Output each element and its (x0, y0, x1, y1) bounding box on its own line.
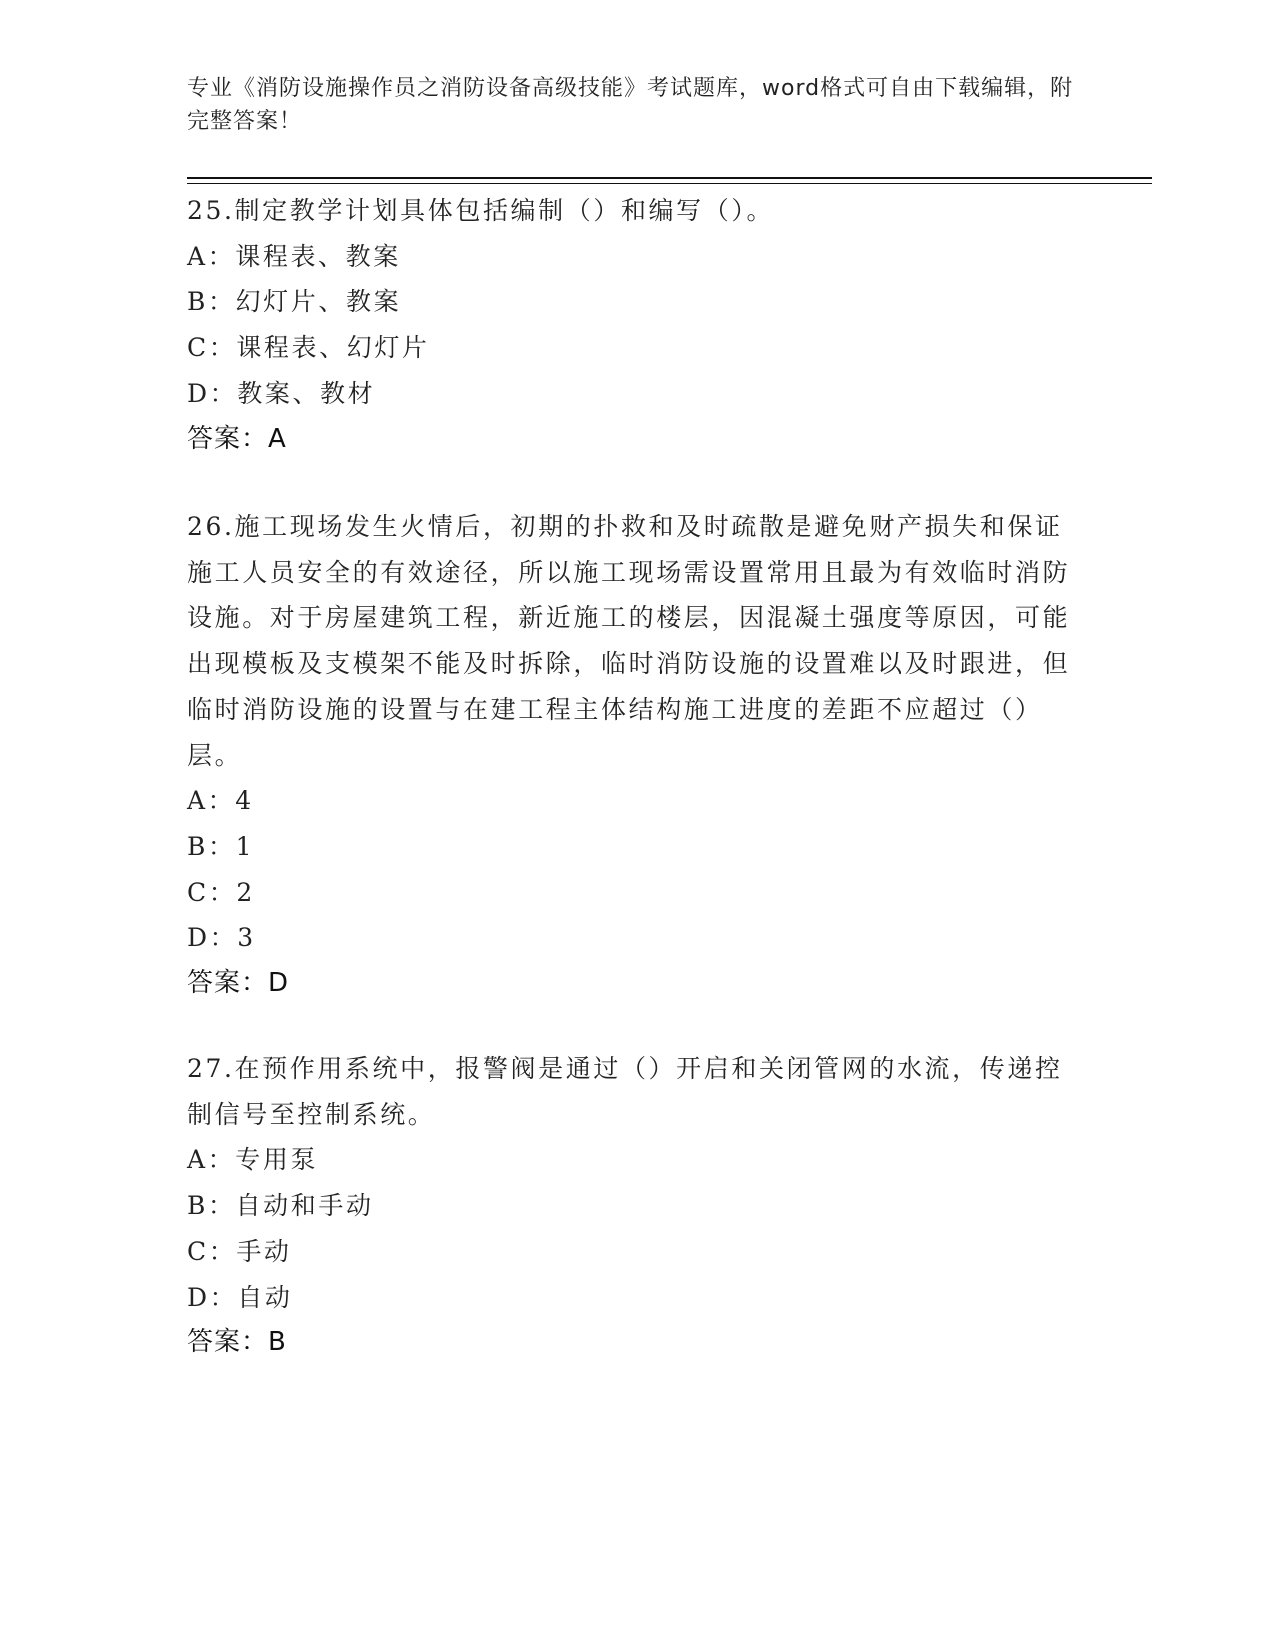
option-b: B：幻灯片、教案 (187, 287, 402, 317)
question-26 (187, 504, 1077, 1007)
option-c: C：课程表、幻灯片 (187, 333, 430, 363)
option-d: D：自动 (187, 1282, 293, 1312)
option-a: A：课程表、教案 (187, 241, 401, 271)
header-divider-thin (187, 183, 1152, 184)
option-a: A：专用泵 (187, 1145, 319, 1175)
answer-line: 答案：A (187, 423, 287, 454)
option-b: B：自动和手动 (187, 1191, 374, 1221)
question-27 (187, 1046, 1077, 1366)
header-divider-thick (187, 177, 1152, 179)
question-stem: 26.施工现场发生火情后，初期的扑救和及时疏散是避免财产损失和保证施工人员安全的有效途径，所以施工现场需设置常用且最为有效临时消防设施。对于房屋建筑工程，新近施工的楼层，因混凝土强度等原因，可能出现模板及支模架不能及时拆除，临时消防设施的设置难以及时跟进，但临时消防设施的设置与在建工程主体结构施工进度的差距不应超过（）层。 (187, 512, 1071, 770)
option-c: C：2 (187, 877, 255, 907)
question-stem: 27.在预作用系统中，报警阀是通过（）开启和关闭管网的水流，传递控制信号至控制系统。 (187, 1054, 1063, 1129)
answer-line: 答案：D (187, 968, 290, 999)
answer-line: 答案：B (187, 1327, 287, 1358)
question-stem: 25.制定教学计划具体包括编制（）和编写（）。 (187, 196, 775, 225)
question-25 (187, 188, 1077, 462)
document-intro: 专业《消防设施操作员之消防设备高级技能》考试题库，word格式可自由下载编辑，附完整答案！ (187, 76, 1074, 134)
option-b: B：1 (187, 831, 255, 861)
option-c: C：手动 (187, 1236, 292, 1266)
option-d: D：教案、教材 (187, 378, 376, 408)
option-d: D：3 (187, 923, 256, 953)
option-a: A：4 (187, 786, 254, 816)
